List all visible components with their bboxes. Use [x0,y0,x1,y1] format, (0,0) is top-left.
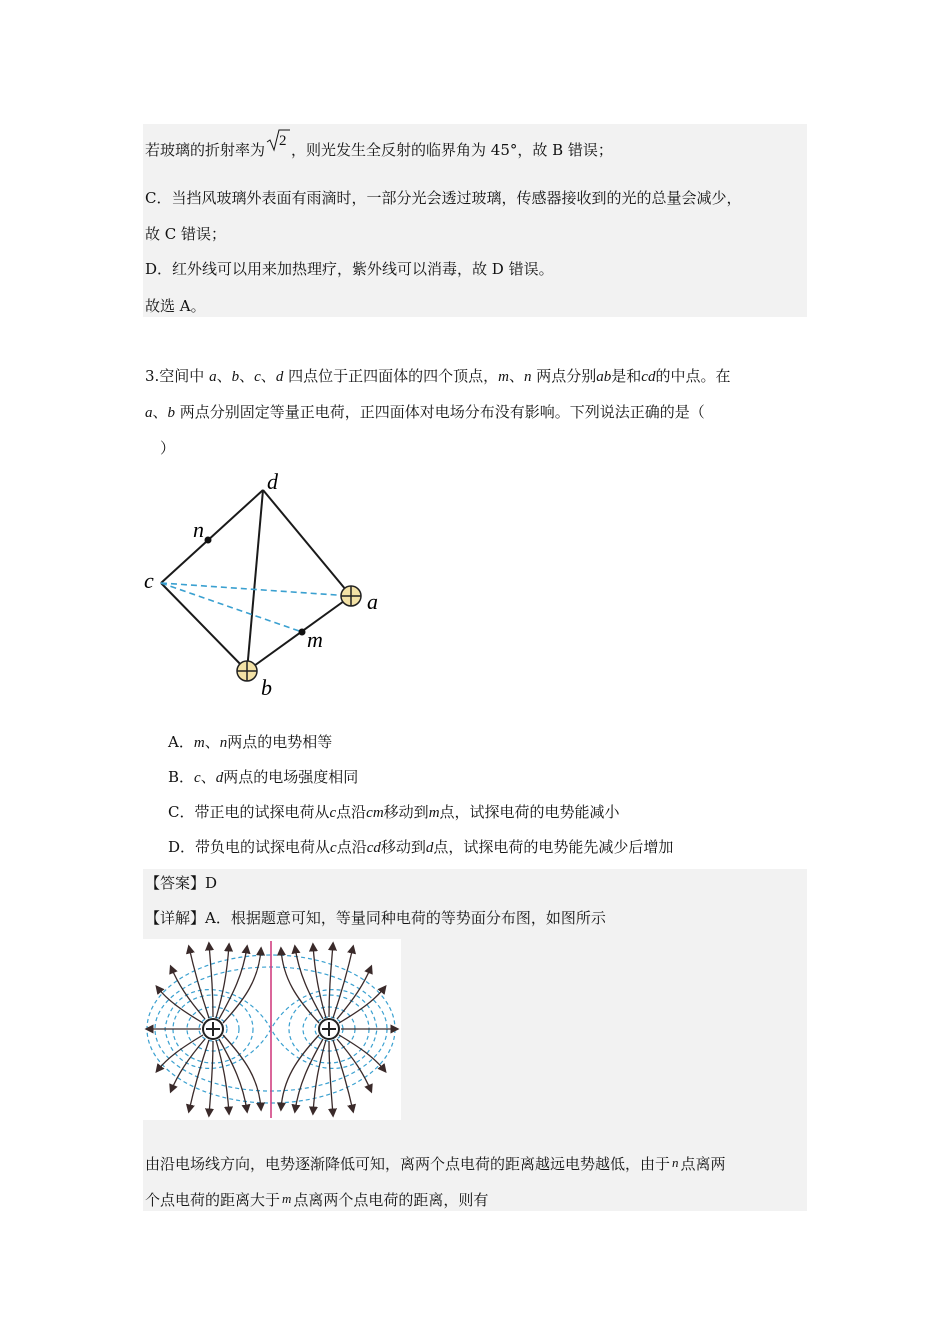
answer-line: 【答案】D [145,874,218,892]
field-lines-figure [143,939,401,1120]
label-n: n [193,517,204,542]
tetrahedron-figure [135,465,395,705]
label-a: a [367,589,378,614]
sqrt-radical-icon [265,128,291,158]
edge-cb [161,583,247,671]
field-charge-left-icon [203,1019,223,1039]
option-d: D．带负电的试探电荷从c点沿cd移动到d点，试探电荷的电势能先减少后增加 [168,838,674,856]
label-b: b [261,675,272,700]
explanation-line-2: C．当挡风玻璃外表面有雨滴时，一部分光会透过玻璃，传感器接收到的光的总量会减少， [145,189,742,207]
explanation-line-3: 故 C 错误； [145,225,227,243]
detail-line: 【详解】A．根据题意可知，等量同种电荷的等势面分布图，如图所示 [145,909,606,927]
edge-cd [161,490,263,583]
edge-db [247,490,263,671]
question-line-2: a、b 两点分别固定等量正电荷，正四面体对电场分布没有影响。下列说法正确的是（ [145,403,705,421]
sqrt-expression: 2 [265,140,291,160]
label-m: m [307,627,323,652]
field-charge-right-icon [319,1019,339,1039]
question-line-1: 3.空间中 a、b、c、d 四点位于正四面体的四个顶点，m、n 两点分别ab是和cd的中点。在 [145,367,731,385]
conclusion-line-1: 由沿电场线方向，电势逐渐降低可知，离两个点电荷的距离越远电势越低，由于 n 点离两 [145,1155,726,1173]
explanation-line-4: D．红外线可以用来加热理疗，紫外线可以消毒，故 D 错误。 [145,260,554,278]
dashed-line-cm [161,583,302,632]
charge-b-icon [237,661,257,681]
point-n [205,537,212,544]
charge-a-icon [341,586,361,606]
label-d: d [267,469,278,494]
edge-da [263,490,351,596]
option-c: C．带正电的试探电荷从c点沿cm移动到m点，试探电荷的电势能减小 [168,803,620,821]
label-c: c [144,568,154,593]
explanation-line-5: 故选 A。 [145,297,206,315]
option-b: B．c、d两点的电场强度相同 [168,768,359,786]
point-m [299,629,306,636]
explanation-line-1: 若玻璃的折射率为 2 ，则光发生全反射的临界角为 45°，故 B 错误； [145,140,613,160]
question-line-3: ） [160,439,176,457]
option-a: A．m、n两点的电势相等 [168,733,333,751]
dashed-edge-ca [161,583,351,596]
conclusion-line-2: 个点电荷的距离大于 m 点离两个点电荷的距离，则有 [145,1191,489,1209]
